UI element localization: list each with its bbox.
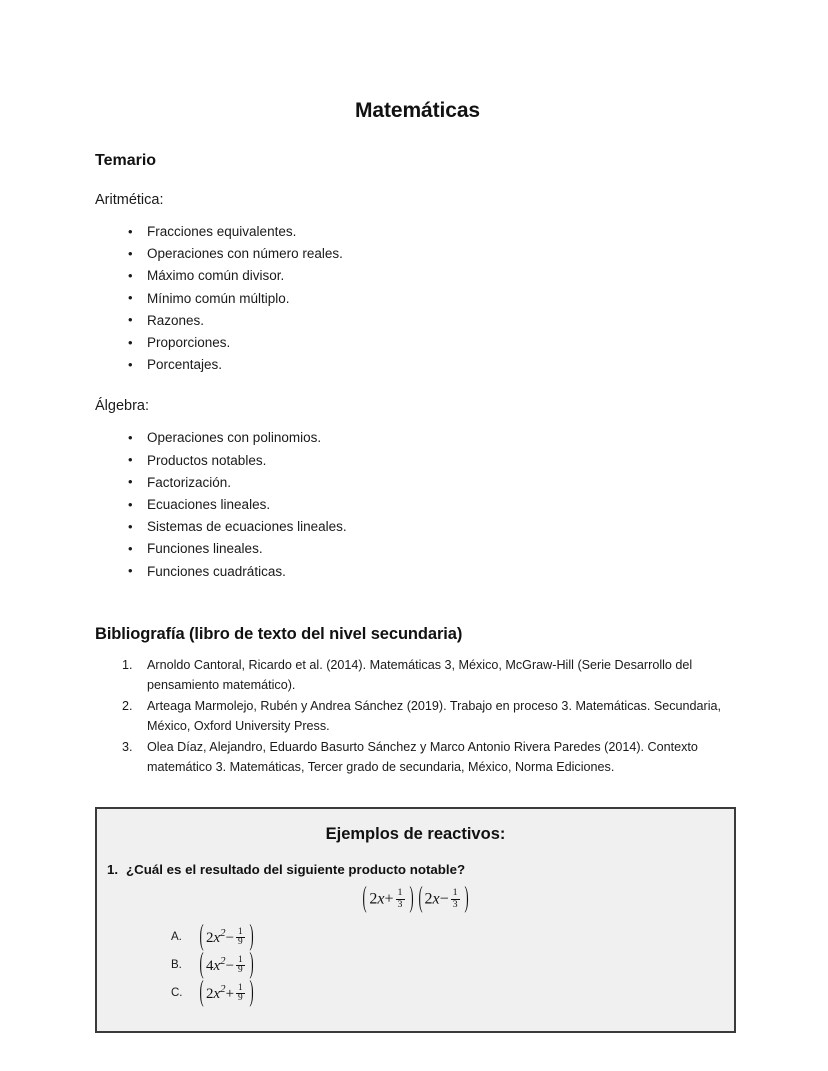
topic-list-aritmetica: [95, 208, 740, 376]
bibliography-entry: Arnoldo Cantoral, Ricardo et al. (2014). Matemáticas 3, México, McGraw-Hill (Serie Desarrollo del pensamiento matemático).: [147, 657, 693, 693]
option-exponent: 2: [220, 982, 226, 995]
list-item: • Razones.: [95, 310, 740, 332]
examples-heading: Ejemplos de reactivos:: [325, 824, 506, 843]
subsection-heading-algebra: Álgebra:: [95, 398, 150, 415]
option-expression: [197, 948, 256, 981]
expr-left-coefficient: 2: [369, 890, 378, 908]
list-item: • Fracciones equivalentes.: [95, 221, 740, 243]
option-exponent: 2: [220, 926, 226, 939]
question-number: 1.: [107, 861, 119, 877]
bibliography-list: [95, 644, 740, 778]
fraction-denominator: 9: [238, 937, 243, 948]
option-variable: x: [213, 985, 221, 1002]
expr-left-operator: +: [384, 890, 394, 908]
paren-close-left: ): [408, 882, 414, 915]
answer-options: [97, 911, 734, 1009]
fraction-denominator: 9: [238, 993, 243, 1004]
document-content: [95, 0, 740, 1033]
list-item: • Máximo común divisor.: [95, 265, 740, 287]
fraction-numerator: 1: [238, 954, 243, 965]
list-item: • Ecuaciones lineales.: [95, 494, 740, 516]
fraction-denominator: 3: [452, 898, 458, 910]
paren-close-icon: ): [249, 920, 254, 953]
question-text: ¿Cuál es el resultado del siguiente producto notable?: [126, 861, 466, 877]
question-expression: [97, 880, 734, 915]
subsection-heading-aritmetica: Aritmética:: [95, 192, 164, 208]
fraction-numerator: 1: [452, 887, 458, 899]
bibliography-entry: Arteaga Marmolejo, Rubén y Andrea Sánchez (2019). Trabajo en proceso 3. Matemáticas. Secundaria, México, Oxford University Press.: [147, 698, 722, 734]
option-coefficient: 4: [206, 957, 214, 974]
paren-close-icon: ): [249, 948, 254, 981]
bibliography-entry: Olea Díaz, Alejandro, Eduardo Basurto Sánchez y Marco Antonio Rivera Paredes (2014). Contexto matemático 3. Matemáticas, Tercer grado de secundaria, México, Norma Ediciones.: [147, 739, 698, 775]
expr-right-fraction: [451, 888, 460, 910]
paren-open-icon: (: [199, 920, 204, 953]
expr-right-operator: −: [439, 890, 449, 908]
option-variable: x: [213, 929, 221, 946]
list-item: • Operaciones con número reales.: [95, 243, 740, 265]
list-item: • Proporciones.: [95, 332, 740, 354]
option-letter: B.: [171, 958, 182, 971]
paren-close-icon: ): [249, 976, 254, 1009]
option-operator: +: [225, 985, 235, 1002]
list-item: • Mínimo común múltiplo.: [95, 288, 740, 310]
option-variable: x: [213, 957, 221, 974]
expr-right-variable: x: [432, 890, 440, 908]
fraction-numerator: 1: [238, 982, 243, 993]
bibliography-heading: Bibliografía (libro de texto del nivel secundaria): [95, 624, 463, 643]
expr-left-variable: x: [377, 890, 385, 908]
fraction-denominator: 9: [238, 965, 243, 976]
option-fraction: [236, 928, 245, 949]
option-letter: A.: [171, 930, 182, 943]
topic-list-algebra: [95, 414, 740, 582]
option-exponent: 2: [220, 954, 226, 967]
paren-close-right: ): [464, 882, 469, 915]
option-coefficient: 2: [206, 929, 214, 946]
option-operator: −: [225, 957, 235, 974]
list-item: • Sistemas de ecuaciones lineales.: [95, 516, 740, 538]
option-fraction: [236, 984, 245, 1005]
option-expression: [197, 920, 256, 953]
option-expression: [197, 976, 256, 1009]
list-item: • Factorización.: [95, 472, 740, 494]
list-item: • Funciones lineales.: [95, 538, 740, 560]
paren-open-right: (: [417, 882, 423, 915]
list-item: • Funciones cuadráticas.: [95, 561, 740, 583]
page-title: Matemáticas: [355, 99, 480, 122]
list-item: • Operaciones con polinomios.: [95, 427, 740, 449]
fraction-denominator: 3: [397, 898, 403, 910]
expr-left-fraction: [396, 888, 405, 910]
paren-open-icon: (: [199, 948, 204, 981]
list-item: • Porcentajes.: [95, 354, 740, 376]
syllabus-heading: Temario: [95, 152, 157, 169]
option-operator: −: [225, 929, 235, 946]
answer-option-b[interactable]: [97, 948, 734, 981]
fraction-numerator: 1: [397, 887, 403, 899]
answer-option-a[interactable]: [97, 920, 734, 953]
fraction-numerator: 1: [238, 926, 243, 937]
paren-open-icon: (: [199, 976, 204, 1009]
list-item: • Productos notables.: [95, 450, 740, 472]
option-letter: C.: [171, 986, 183, 999]
option-coefficient: 2: [206, 985, 214, 1002]
option-fraction: [236, 956, 245, 977]
paren-open-left: (: [362, 882, 367, 915]
question-1: [97, 860, 734, 880]
answer-option-c[interactable]: [97, 976, 734, 1009]
expr-right-coefficient: 2: [424, 890, 433, 908]
examples-box: [95, 807, 736, 1033]
